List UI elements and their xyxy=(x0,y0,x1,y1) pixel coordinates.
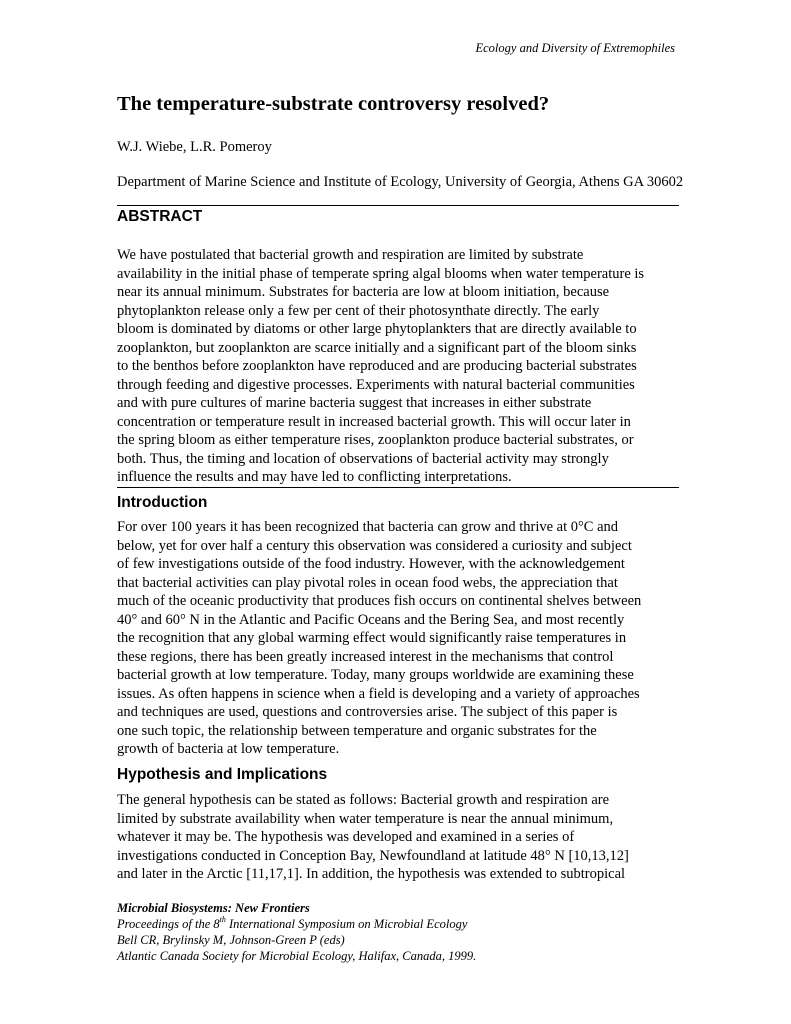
introduction-line: bacterial growth at low temperature. Today, many groups worldwide are examining these xyxy=(117,667,634,683)
abstract-line: through feeding and digestive processes. Experiments with natural bacterial communities xyxy=(117,376,635,393)
abstract-line: the spring bloom as either temperature rises, zooplankton produce bacterial substrates, or xyxy=(117,432,634,448)
abstract-line: and with pure cultures of marine bacteria suggest that increases in either substrate xyxy=(117,395,592,411)
hypothesis-body xyxy=(117,791,677,884)
introduction-line: For over 100 years it has been recognized that bacteria can grow and thrive at 0°C and xyxy=(117,519,619,535)
hypothesis-line: whatever it may be. The hypothesis was developed and examined in a series of xyxy=(117,829,575,845)
introduction-line: of few investigations outside of the food industry. However, with the acknowledgement xyxy=(117,556,625,572)
abstract-body xyxy=(117,246,677,487)
abstract-line: near its annual minimum. Substrates for bacteria are low at bloom initiation, because xyxy=(117,284,610,300)
introduction-line: these regions, there has been greatly increased interest in the mechanisms that control xyxy=(117,648,614,665)
hypothesis-line: The general hypothesis can be stated as follows: Bacterial growth and respiration are xyxy=(117,792,610,808)
running-head: Ecology and Diversity of Extremophiles xyxy=(475,41,675,55)
introduction-line: and techniques are used, questions and controversies arise. The subject of this paper is xyxy=(117,704,618,720)
introduction-line: issues. As often happens in science when a field is developing and a variety of approaches xyxy=(117,685,640,702)
introduction-line: 40° and 60° N in the Atlantic and Pacific Oceans and the Bering Sea, and most recently xyxy=(117,611,625,628)
introduction-line: below, yet for over half a century this observation was considered a curiosity and subject xyxy=(117,537,632,554)
hypothesis-line: limited by substrate availability when water temperature is near the annual minimum, xyxy=(117,810,614,827)
footer-proceedings xyxy=(117,916,476,932)
affiliation: Department of Marine Science and Institute of Ecology, University of Georgia, Athens GA 30602 xyxy=(117,174,684,190)
introduction-line: much of the oceanic productivity that produces fish occurs on continental shelves between xyxy=(117,593,642,609)
introduction-body xyxy=(117,518,677,759)
footer-publisher: Atlantic Canada Society for Microbial Ecology, Halifax, Canada, 1999. xyxy=(117,949,477,963)
abstract-line: concentration or temperature result in increased bacterial growth. This will occur later in xyxy=(117,413,631,430)
hypothesis-line: and later in the Arctic [11,17,1]. In addition, the hypothesis was extended to subtropical xyxy=(117,866,626,882)
footer-editors: Bell CR, Brylinsky M, Johnson-Green P (eds) xyxy=(117,933,345,947)
introduction-line: that bacterial activities can play pivotal roles in ocean food webs, the appreciation that xyxy=(117,574,618,591)
proceedings-post: International Symposium on Microbial Ecology xyxy=(225,917,468,931)
hypothesis-heading: Hypothesis and Implications xyxy=(117,766,328,783)
abstract-bottom-rule xyxy=(117,487,679,488)
introduction-line: the recognition that any global warming effect would significantly raise temperatures in xyxy=(117,630,627,646)
abstract-heading: ABSTRACT xyxy=(117,208,203,225)
abstract-line: influence the results and may have led to conflicting interpretations. xyxy=(117,469,512,485)
abstract-line: zooplankton, but zooplankton are scarce initially and a significant part of the bloom sinks xyxy=(117,339,637,356)
introduction-heading: Introduction xyxy=(117,494,208,511)
publication-footer xyxy=(117,900,476,964)
abstract-line: availability in the initial phase of temperate spring algal blooms when water temperature is xyxy=(117,265,645,282)
introduction-line: growth of bacteria at low temperature. xyxy=(117,741,340,757)
abstract-line: bloom is dominated by diatoms or other large phytoplankters that are directly available to xyxy=(117,321,637,337)
abstract-line: to the benthos before zooplankton have reproduced and are producing bacterial substrates xyxy=(117,358,637,374)
footer-journal: Microbial Biosystems: New Frontiers xyxy=(117,901,310,915)
author-list: W.J. Wiebe, L.R. Pomeroy xyxy=(117,139,272,155)
abstract-line: phytoplankton release only a few per cent of their photosynthate directly. The early xyxy=(117,302,600,319)
abstract-line: We have postulated that bacterial growth and respiration are limited by substrate xyxy=(117,247,584,263)
hypothesis-line: investigations conducted in Conception Bay, Newfoundland at latitude 48° N [10,13,12] xyxy=(117,847,629,864)
paper-title: The temperature-substrate controversy resolved? xyxy=(117,93,550,115)
abstract-top-rule xyxy=(117,205,679,206)
introduction-line: one such topic, the relationship between temperature and organic substrates for the xyxy=(117,722,597,739)
abstract-line: both. Thus, the timing and location of observations of bacterial activity may strongly xyxy=(117,450,609,467)
proceedings-pre: Proceedings of the 8 xyxy=(117,917,220,931)
proceedings-ordinal: th xyxy=(219,914,226,924)
